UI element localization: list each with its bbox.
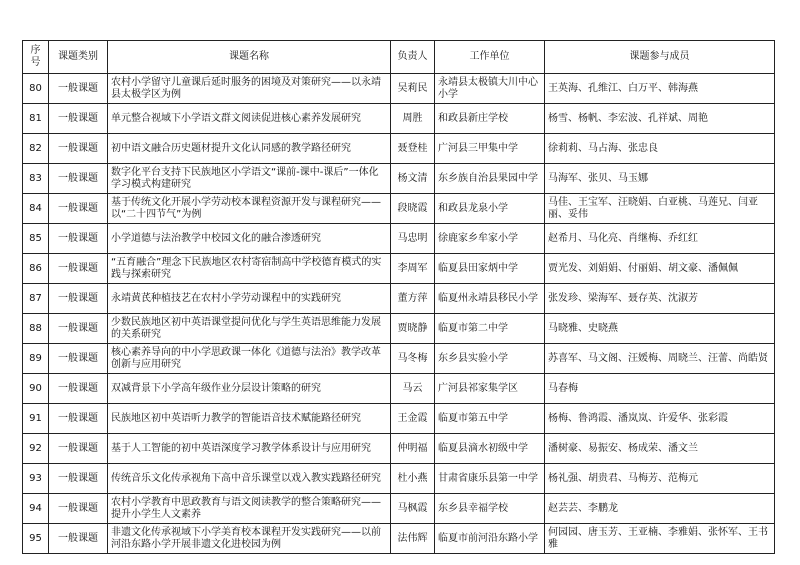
cell-unit: 临夏市前河沿东路小学	[435, 524, 545, 554]
cell-category: 一般课题	[49, 374, 108, 404]
cell-no: 87	[23, 284, 49, 314]
cell-category: 一般课题	[49, 524, 108, 554]
cell-title: 初中语文融合历史题材提升文化认同感的教学路径研究	[108, 134, 391, 164]
cell-title: 基于传统文化开展小学劳动校本课程资源开发与课程研究——以“二十四节气”为例	[108, 194, 391, 224]
cell-no: 93	[23, 464, 49, 494]
cell-members: 贾光发、刘娟娟、付丽娟、胡文豪、潘佩佩	[545, 254, 775, 284]
cell-leader: 马云	[391, 374, 435, 404]
cell-title: 基于人工智能的初中英语深度学习教学体系设计与应用研究	[108, 434, 391, 464]
cell-members: 杨雪、杨帆、李宏波、孔祥斌、周艳	[545, 104, 775, 134]
cell-members: 赵芸芸、李鹏龙	[545, 494, 775, 524]
cell-unit: 甘肃省康乐县第一中学	[435, 464, 545, 494]
cell-leader: 董方萍	[391, 284, 435, 314]
table-row	[23, 164, 775, 194]
cell-members: 王英海、孔维江、白万平、韩海燕	[545, 74, 775, 104]
cell-leader: 马枫霞	[391, 494, 435, 524]
table-row	[23, 464, 775, 494]
cell-unit: 东乡县实验小学	[435, 344, 545, 374]
cell-members: 何园园、唐玉芳、王亚楠、李雅娟、张怀军、王书雅	[545, 524, 775, 554]
cell-members: 杨礼强、胡贵君、马梅芳、范梅元	[545, 464, 775, 494]
cell-leader: 马冬梅	[391, 344, 435, 374]
cell-members: 马佳、王宝军、汪晓娟、白亚桃、马莲兄、闫亚丽、妥伟	[545, 194, 775, 224]
cell-members: 马晓雅、史晓燕	[545, 314, 775, 344]
cell-category: 一般课题	[49, 224, 108, 254]
cell-title: 永靖黄芪种植技艺在农村小学劳动课程中的实践研究	[108, 284, 391, 314]
header-leader: 负责人	[391, 41, 435, 74]
cell-category: 一般课题	[49, 134, 108, 164]
cell-leader: 王金霞	[391, 404, 435, 434]
cell-unit: 东乡族自治县果园中学	[435, 164, 545, 194]
cell-no: 81	[23, 104, 49, 134]
cell-unit: 临夏市第二中学	[435, 314, 545, 344]
cell-members: 马海军、张贝、马玉娜	[545, 164, 775, 194]
cell-members: 苏喜军、马文阁、汪媛梅、周晓兰、汪蕾、尚皓贤	[545, 344, 775, 374]
cell-title: 单元整合视域下小学语文群文阅读促进核心素养发展研究	[108, 104, 391, 134]
table-row	[23, 194, 775, 224]
table-body	[23, 74, 775, 554]
cell-title: “五育融合”理念下民族地区农村寄宿制高中学校德育模式的实践与探索研究	[108, 254, 391, 284]
cell-category: 一般课题	[49, 494, 108, 524]
cell-leader: 法伟辉	[391, 524, 435, 554]
cell-no: 91	[23, 404, 49, 434]
cell-no: 86	[23, 254, 49, 284]
cell-leader: 段晓霞	[391, 194, 435, 224]
table-row	[23, 404, 775, 434]
cell-no: 80	[23, 74, 49, 104]
cell-leader: 周胜	[391, 104, 435, 134]
cell-category: 一般课题	[49, 254, 108, 284]
cell-category: 一般课题	[49, 404, 108, 434]
cell-members: 张发珍、梁海军、聂存英、沈淑芳	[545, 284, 775, 314]
table-row	[23, 224, 775, 254]
cell-unit: 临夏市第五中学	[435, 404, 545, 434]
cell-title: 数字化平台支持下民族地区小学语文“课前-课中-课后”一体化学习模式构建研究	[108, 164, 391, 194]
cell-unit: 和政县新庄学校	[435, 104, 545, 134]
cell-no: 95	[23, 524, 49, 554]
table-row	[23, 374, 775, 404]
cell-category: 一般课题	[49, 284, 108, 314]
cell-unit: 临夏州永靖县移民小学	[435, 284, 545, 314]
header-members: 课题参与成员	[545, 41, 775, 74]
cell-category: 一般课题	[49, 314, 108, 344]
cell-title: 传统音乐文化传承视角下高中音乐课堂以戏入教实践路径研究	[108, 464, 391, 494]
cell-title: 核心素养导向的中小学思政课一体化《道德与法治》教学改革创新与应用研究	[108, 344, 391, 374]
header-category: 课题类别	[49, 41, 108, 74]
project-table	[22, 40, 775, 554]
cell-title: 双减背景下小学高年级作业分层设计策略的研究	[108, 374, 391, 404]
cell-members: 杨梅、鲁鸿霞、潘岚岚、许爱华、张彩霞	[545, 404, 775, 434]
cell-no: 90	[23, 374, 49, 404]
cell-category: 一般课题	[49, 434, 108, 464]
cell-category: 一般课题	[49, 464, 108, 494]
cell-no: 92	[23, 434, 49, 464]
table-row	[23, 104, 775, 134]
cell-unit: 和政县龙泉小学	[435, 194, 545, 224]
cell-unit: 徐鹿家乡牟家小学	[435, 224, 545, 254]
cell-unit: 临夏县滴水初级中学	[435, 434, 545, 464]
cell-no: 83	[23, 164, 49, 194]
cell-category: 一般课题	[49, 74, 108, 104]
cell-members: 赵希月、马化亮、肖继梅、乔红红	[545, 224, 775, 254]
cell-no: 94	[23, 494, 49, 524]
table-header-row	[23, 41, 775, 74]
cell-members: 徐莉莉、马占海、张忠良	[545, 134, 775, 164]
cell-leader: 仲明福	[391, 434, 435, 464]
table-row	[23, 254, 775, 284]
cell-title: 民族地区初中英语听力教学的智能语音技术赋能路径研究	[108, 404, 391, 434]
table-row	[23, 74, 775, 104]
cell-no: 88	[23, 314, 49, 344]
cell-no: 89	[23, 344, 49, 374]
header-unit: 工作单位	[435, 41, 545, 74]
table-row	[23, 494, 775, 524]
cell-category: 一般课题	[49, 194, 108, 224]
cell-leader: 马忠明	[391, 224, 435, 254]
cell-members: 马春梅	[545, 374, 775, 404]
cell-title: 少数民族地区初中英语课堂提问优化与学生英语思维能力发展的关系研究	[108, 314, 391, 344]
cell-no: 84	[23, 194, 49, 224]
cell-leader: 杨文清	[391, 164, 435, 194]
table-row	[23, 314, 775, 344]
cell-title: 农村小学留守儿童课后延时服务的困境及对策研究——以永靖县太极学区为例	[108, 74, 391, 104]
cell-leader: 贾晓静	[391, 314, 435, 344]
cell-no: 85	[23, 224, 49, 254]
table-row	[23, 284, 775, 314]
cell-category: 一般课题	[49, 104, 108, 134]
table-row	[23, 434, 775, 464]
cell-leader: 杜小燕	[391, 464, 435, 494]
cell-title: 农村小学教育中思政教育与语文阅读教学的整合策略研究——提升小学生人文素养	[108, 494, 391, 524]
table-row	[23, 344, 775, 374]
cell-category: 一般课题	[49, 344, 108, 374]
header-title: 课题名称	[108, 41, 391, 74]
cell-title: 小学道德与法治教学中校园文化的融合渗透研究	[108, 224, 391, 254]
cell-leader: 聂登桂	[391, 134, 435, 164]
cell-unit: 广河县祁家集学区	[435, 374, 545, 404]
cell-unit: 广河县三甲集中学	[435, 134, 545, 164]
cell-unit: 临夏县田家炳中学	[435, 254, 545, 284]
table-row	[23, 524, 775, 554]
cell-unit: 永靖县太极镇大川中心小学	[435, 74, 545, 104]
cell-leader: 李周军	[391, 254, 435, 284]
cell-category: 一般课题	[49, 164, 108, 194]
cell-title: 非遗文化传承视域下小学美育校本课程开发实践研究——以前河沿东路小学开展非遗文化进校园为例	[108, 524, 391, 554]
cell-members: 潘树豪、易振安、杨成荣、潘文兰	[545, 434, 775, 464]
cell-leader: 吴莉民	[391, 74, 435, 104]
table-row	[23, 134, 775, 164]
cell-unit: 东乡县幸福学校	[435, 494, 545, 524]
cell-no: 82	[23, 134, 49, 164]
header-no: 序号	[23, 41, 49, 74]
